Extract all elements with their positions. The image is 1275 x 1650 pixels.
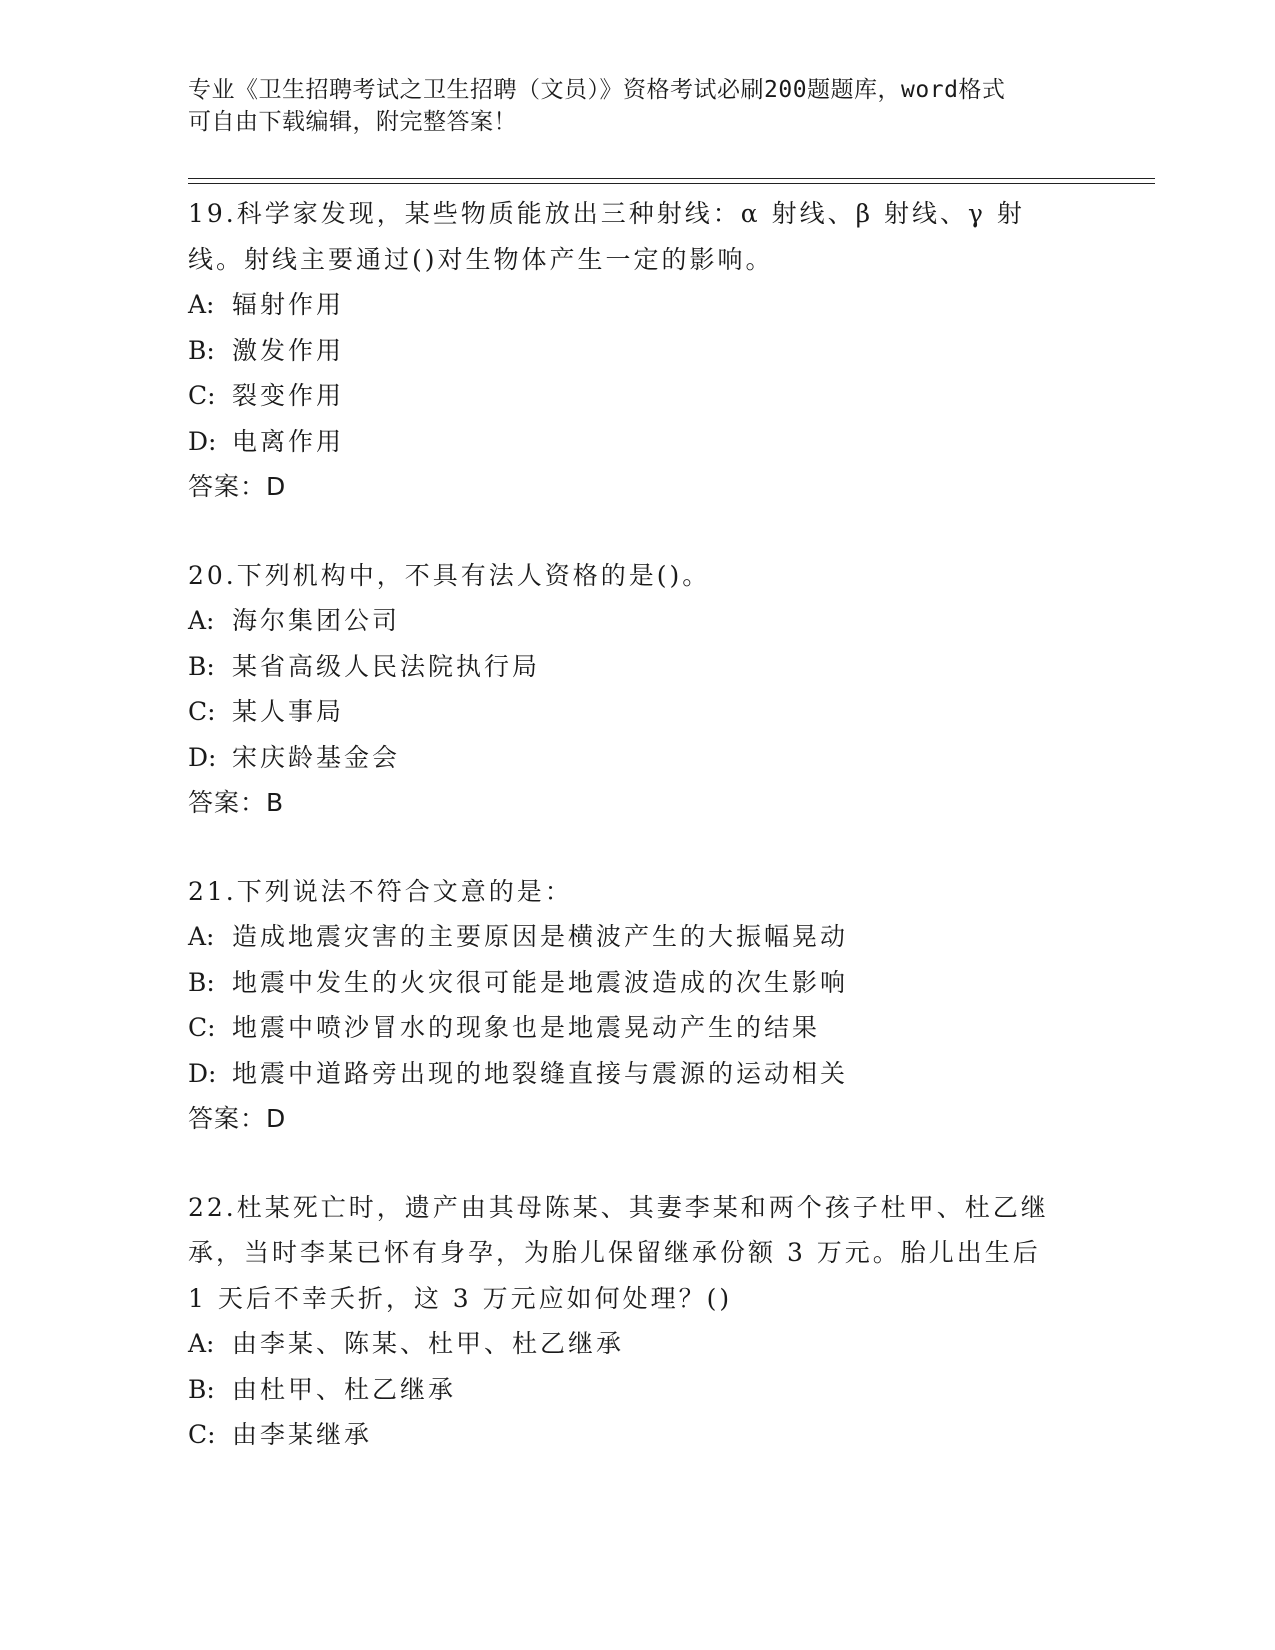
question-stem: 20.下列机构中，不具有法人资格的是()。	[188, 560, 711, 590]
option-key: D:	[188, 742, 217, 772]
option-key: B:	[188, 967, 215, 997]
option-text: 地震中发生的火灾很可能是地震波造成的次生影响	[232, 967, 849, 997]
option-c	[188, 1412, 1088, 1458]
option-text: 辐射作用	[232, 290, 345, 319]
option-text: 由杜甲、杜乙继承	[232, 1374, 457, 1404]
option-a	[188, 914, 1088, 960]
option-a	[188, 598, 1088, 644]
option-key: C:	[188, 697, 216, 726]
option-text: 某省高级人民法院执行局	[232, 651, 541, 681]
option-text: 宋庆龄基金会	[232, 742, 401, 772]
option-c	[188, 689, 1088, 735]
header-divider-top	[188, 178, 1155, 179]
option-key: B:	[188, 651, 215, 681]
option-key: C:	[188, 1420, 216, 1449]
option-a	[188, 282, 1088, 328]
option-b	[188, 1367, 1088, 1413]
option-d	[188, 419, 1088, 465]
option-c	[188, 373, 1088, 419]
option-key: B:	[188, 1374, 215, 1404]
option-text: 由李某继承	[232, 1420, 373, 1449]
header-line-2: 可自由下载编辑，附完整答案！	[188, 109, 517, 135]
header-line-1: 专业《卫生招聘考试之卫生招聘（文员）》资格考试必刷200题题库，word格式	[188, 77, 1006, 103]
option-text: 电离作用	[232, 426, 345, 456]
option-key: D:	[188, 426, 217, 456]
answer-line: 答案：B	[188, 788, 285, 817]
answer-line: 答案：D	[188, 1104, 287, 1133]
header-divider-bottom	[188, 183, 1155, 184]
option-text: 地震中喷沙冒水的现象也是地震晃动产生的结果	[232, 1013, 821, 1042]
question-stem: 1 天后不幸夭折，这 3 万元应如何处理？()	[188, 1283, 733, 1313]
option-text: 裂变作用	[232, 381, 345, 410]
option-text: 由李某、陈某、杜甲、杜乙继承	[232, 1329, 625, 1358]
option-key: C:	[188, 381, 216, 410]
document-header	[188, 74, 1068, 138]
option-text: 激发作用	[232, 335, 345, 365]
question-19	[188, 191, 1088, 510]
option-key: A:	[188, 290, 215, 319]
question-22	[188, 1185, 1088, 1458]
question-stem: 21.下列说法不符合文意的是：	[188, 876, 573, 906]
option-key: B:	[188, 335, 215, 365]
option-text: 海尔集团公司	[232, 606, 401, 635]
option-d	[188, 1051, 1088, 1097]
option-d	[188, 735, 1088, 781]
question-21	[188, 869, 1088, 1142]
option-text: 地震中道路旁出现的地裂缝直接与震源的运动相关	[232, 1058, 849, 1088]
question-stem: 承，当时李某已怀有身孕，为胎儿保留继承份额 3 万元。胎儿出生后	[188, 1238, 1041, 1267]
option-text: 造成地震灾害的主要原因是横波产生的大振幅晃动	[232, 922, 849, 951]
question-20	[188, 553, 1088, 826]
option-b	[188, 644, 1088, 690]
option-key: A:	[188, 1329, 215, 1358]
option-key: A:	[188, 922, 215, 951]
question-stem: 线。射线主要通过()对生物体产生一定的影响。	[188, 244, 774, 274]
option-b	[188, 960, 1088, 1006]
answer-line: 答案：D	[188, 472, 287, 501]
option-text: 某人事局	[232, 697, 345, 726]
option-c	[188, 1005, 1088, 1051]
option-key: C:	[188, 1013, 216, 1042]
question-stem: 22.杜某死亡时，遗产由其母陈某、其妻李某和两个孩子杜甲、杜乙继	[188, 1192, 1049, 1222]
question-list	[188, 191, 1088, 1501]
option-key: D:	[188, 1058, 217, 1088]
option-key: A:	[188, 606, 215, 635]
option-a	[188, 1321, 1088, 1367]
option-b	[188, 328, 1088, 374]
question-stem: 19.科学家发现，某些物质能放出三种射线：α 射线、β 射线、γ 射	[188, 199, 1025, 228]
